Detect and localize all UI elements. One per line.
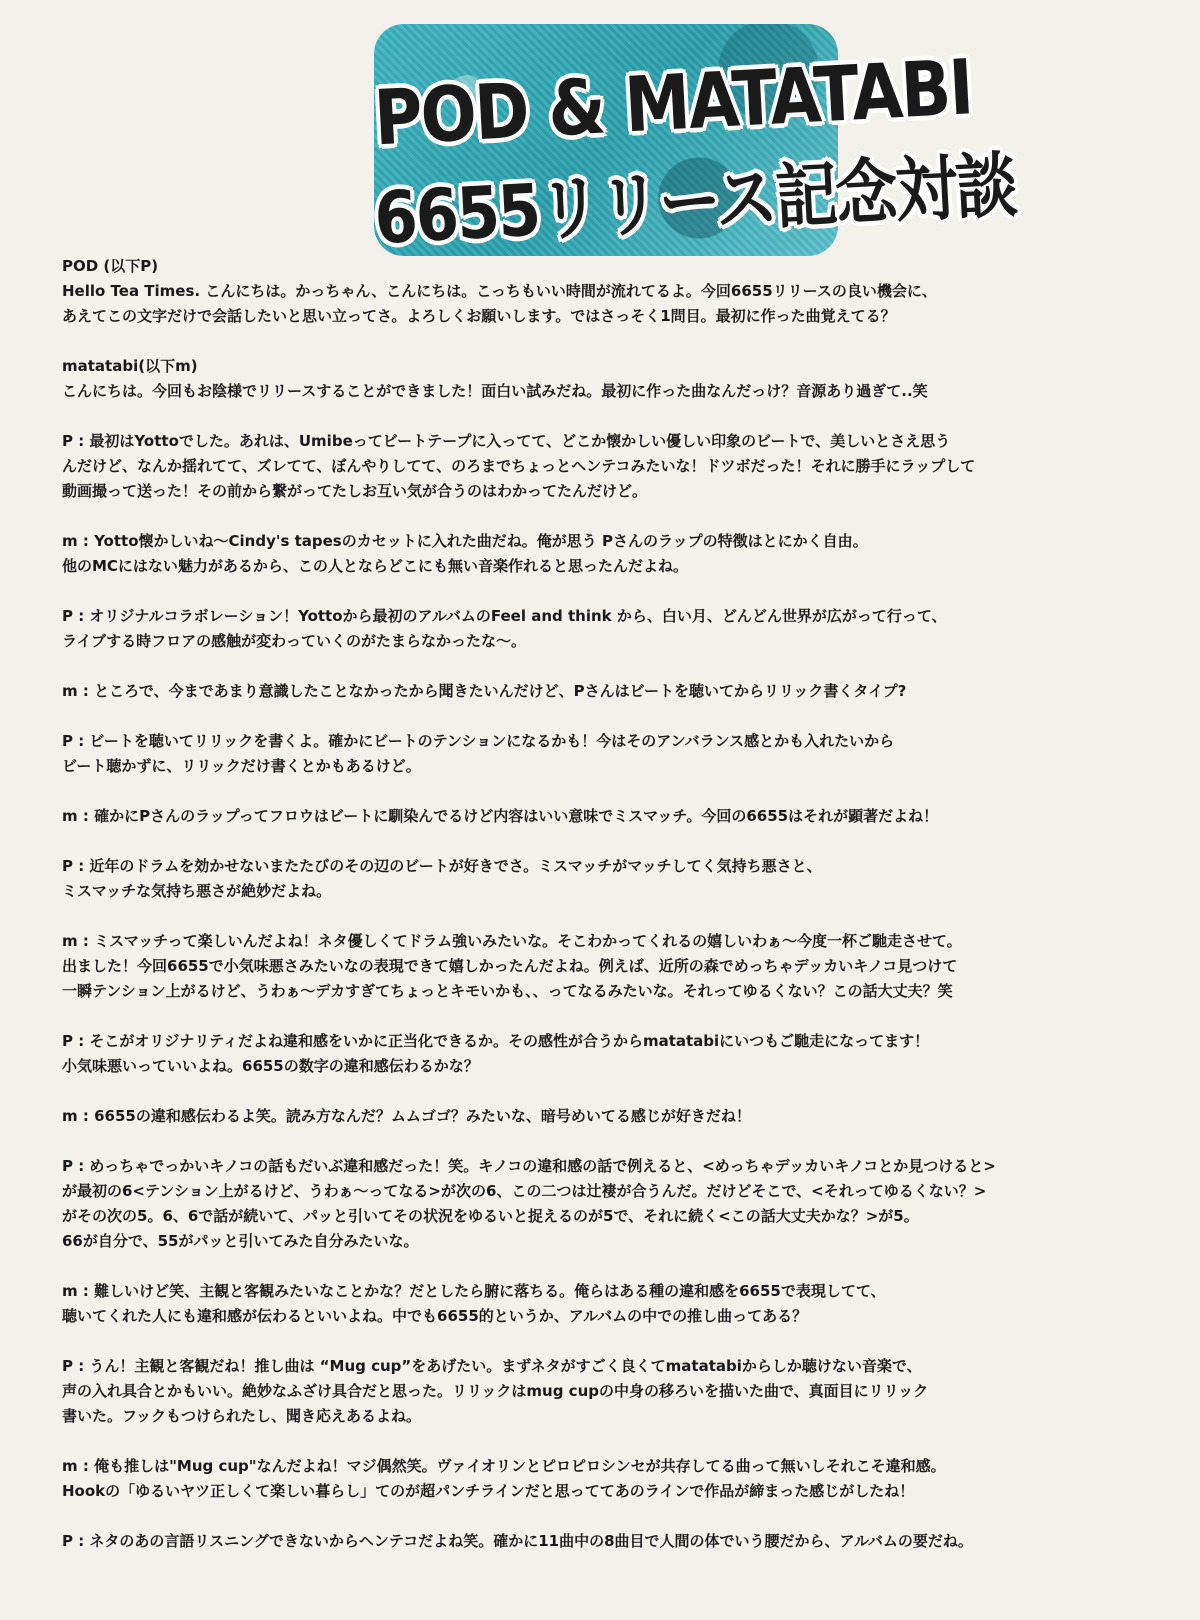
interview-body xyxy=(62,254,1142,1579)
paragraph: P : そこがオリジナリティだよね違和感をいかに正当化できるか。その感性が合うからmatatabiにいつもご馳走になってます！ 小気味悪いっていいよね。6655の数字の違和感伝わるかな？ xyxy=(62,1032,930,1075)
paragraph: P : オリジナルコラボレーション！Yottoから最初のアルバムのFeel and think から、白い月、どんどん世界が広がって行って、 ライブする時フロアの感触が変わっていくのがたまらなかったな〜。 xyxy=(62,607,947,650)
paragraph: m : 確かにPさんのラップってフロウはビートに馴染んでるけど内容はいい意味でミスマッチ。今回の6655はそれが顕著だよね！ xyxy=(62,807,939,825)
paragraph: m : 俺も推しは"Mug cup"なんだよね！マジ偶然笑。ヴァイオリンとピロピロシンセが共存してる曲って無いしそれこそ違和感。 Hookの「ゆるいヤツ正しくて楽しい暮らし」てのが超パンチラインだと思っててあのラインで作品が締まった感じがしたね！ xyxy=(62,1457,946,1500)
paragraph: P : めっちゃでっかいキノコの話もだいぶ違和感だった！笑。キノコの違和感の話で例えると、<めっちゃデッカいキノコとか見つけると> が最初の6<テンション上がるけど、うわぁ〜ってなる>が次の6、この二つは辻褄が合うんだ。だけどそこで、<それってゆるくない？> がその次の5。6、6で話が続いて、パッと引いてその状況をゆるいと捉えるのが5で、それに続く<この話大丈夫かな？>が5。 66が自分で、55がパッと引いてみた自分みたいな。 xyxy=(62,1157,996,1250)
paragraph: m : Yotto懐かしいね〜Cindy's tapesのカセットに入れた曲だね。俺が思う Pさんのラップの特徴はとにかく自由。 他のMCにはない魅力があるから、この人とならどこにも無い音楽作れると思ったんだよね。 xyxy=(62,532,868,575)
paragraph: m : 難しいけど笑、主観と客観みたいなことかな？だとしたら腑に落ちる。俺らはある種の違和感を6655で表現してて、 聴いてくれた人にも違和感が伝わるといいよね。中でも6655的というか、アルバムの中での推し曲ってある？ xyxy=(62,1282,886,1325)
paragraph: P : 近年のドラムを効かせないまたたびのその辺のビートが好きでさ。ミスマッチがマッチしてく気持ち悪さと、 ミスマッチな気持ち悪さが絶妙だよね。 xyxy=(62,857,822,900)
title-badge xyxy=(372,24,1018,261)
paragraph: P : ビートを聴いてリリックを書くよ。確かにビートのテンションになるかも！今はそのアンバランス感とかも入れたいから ビート聴かずに、リリックだけ書くとかもあるけど。 xyxy=(62,732,895,775)
paragraph: matatabi(以下m) こんにちは。今回もお陰様でリリースすることができました！面白い試みだね。最初に作った曲なんだっけ？音源あり過ぎて..笑 xyxy=(62,357,928,400)
title-line-2: 6655リリース記念対談 xyxy=(372,142,1018,261)
paragraph: POD (以下P) Hello Tea Times. こんにちは。かっちゃん、こんにちは。こっちもいい時間が流れてるよ。今回6655リリースの良い機会に、 あえてこの文字だけで会話したいと思い立ってさ。よろしくお願いします。ではさっそく1問目。最初に作った曲覚えてる？ xyxy=(62,257,937,325)
paragraph: P : うん！主観と客観だね！推し曲は “Mug cup”をあげたい。まずネタがすごく良くてmatatabiからしか聴けない音楽で、 声の入れ具合とかもいい。絶妙なふざけ具合だと思った。リリックはmug cupの中身の移ろいを描いた曲で、真面目にリリック 書いた。フックもつけられたし、聞き応えあるよね。 xyxy=(62,1357,929,1425)
paragraph: m : 6655の違和感伝わるよ笑。読み方なんだ？ムムゴゴ？みたいな、暗号めいてる感じが好きだね！ xyxy=(62,1107,751,1125)
paragraph: m : ミスマッチって楽しいんだよね！ネタ優しくてドラム強いみたいな。そこわかってくれるの嬉しいわぁ〜今度一杯ご馳走させて。 出ました！今回6655で小気味悪さみたいなの表現できて嬉しかったんだよね。例えば、近所の森でめっちゃデッカいキノコ見つけて 一瞬テンション上がるけど、うわぁ〜デカすぎてちょっとキモいかも、、ってなるみたいな。それってゆるくない？この話大丈夫？笑 xyxy=(62,932,962,1000)
paragraph: m : ところで、今まであまり意識したことなかったから聞きたいんだけど、Pさんはビートを聴いてからリリック書くタイプ? xyxy=(62,682,907,700)
paragraph: P : 最初はYottoでした。あれは、Umibeってビートテープに入ってて、どこか懐かしい優しい印象のビートで、美しいとさえ思う んだけど、なんか揺れてて、ズレてて、ぼんやりしてて、のろまでちょっとヘンテコみたいな！ドツボだった！それに勝手にラップして 動画撮って送った！その前から繋がってたしお互い気が合うのはわかってたんだけど。 xyxy=(62,432,976,500)
title-line-1: POD & MATATABI xyxy=(372,43,974,163)
paragraph: P : ネタのあの言語リスニングできないからヘンテコだよね笑。確かに11曲中の8曲目で人間の体でいう腰だから、アルバムの要だね。 xyxy=(62,1532,973,1550)
